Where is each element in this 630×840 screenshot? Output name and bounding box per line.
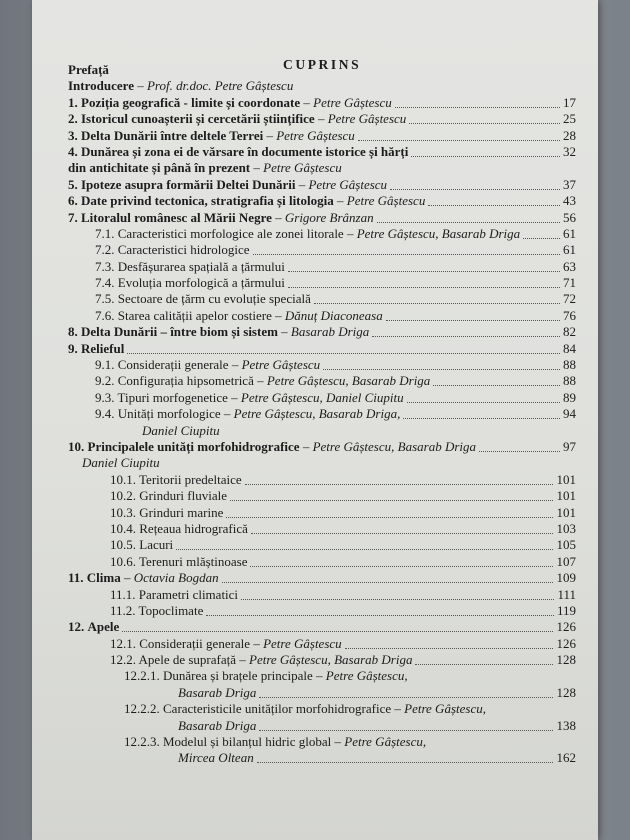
toc-leader-dots (230, 500, 553, 501)
toc-entry-author: Petre Gâștescu, Daniel Ciupitu (240, 389, 404, 405)
toc-entry-title: Considerații generale (139, 635, 251, 651)
toc-entry-title: Modelul și bilanțul hidric global (163, 734, 332, 750)
toc-entry-author: Petre Gâștescu (241, 357, 321, 373)
toc-entry-number: 7.1. (95, 225, 115, 241)
toc-leader-dots (257, 762, 553, 763)
toc-entry-page: 162 (556, 750, 576, 766)
toc-entry-page: 28 (563, 127, 576, 143)
toc-entry (68, 488, 576, 504)
toc-entry (68, 62, 576, 78)
toc-entry-author: Petre Gâștescu, Basarab Driga (356, 225, 521, 241)
toc-entry (68, 570, 576, 586)
toc-entry-text (110, 587, 238, 603)
toc-entry-text (110, 488, 227, 504)
toc-entry-title: Grinduri fluviale (139, 488, 227, 504)
toc-entry-number: 11.1. (110, 586, 136, 602)
toc-entry-page: 107 (556, 553, 576, 569)
toc-entry-number: 11.2. (110, 602, 136, 618)
toc-entry-text: 10. Principalele unități morfohidrografice – Petre Gâștescu, Basarab Driga (68, 438, 477, 454)
toc-entry-author: Daniel Ciupitu (142, 422, 220, 438)
toc-entry (68, 636, 576, 652)
toc-entry-text (178, 685, 256, 701)
toc-entry-text: 12.2.2. Caracteristicile unităților morfohidrografice – Petre Gâștescu, (124, 701, 486, 717)
table-of-contents (68, 57, 576, 767)
toc-entry (68, 308, 576, 324)
toc-entry-page: 89 (563, 389, 576, 405)
toc-entry (68, 472, 576, 488)
toc-entry (68, 95, 576, 111)
toc-entry-text (82, 455, 160, 471)
toc-leader-dots (479, 451, 560, 452)
toc-entry-author: Petre Gâștescu (263, 635, 342, 651)
toc-leader-dots (372, 336, 560, 337)
toc-entry-page: 101 (556, 504, 576, 520)
toc-leader-dots (259, 730, 553, 731)
toc-leader-dots (222, 582, 553, 583)
toc-leader-dots (127, 353, 560, 354)
toc-entry-number: 11. (68, 570, 84, 586)
toc-entry-author: Petre Gâștescu (346, 193, 426, 209)
toc-entry (68, 210, 576, 226)
toc-entry-author: Petre Gâștescu, (404, 701, 486, 717)
toc-leader-dots (386, 320, 560, 321)
toc-entry-text: 11. Clima – Octavia Bogdan (68, 570, 219, 586)
toc-entry-text (110, 537, 173, 553)
toc-entry-page: 25 (563, 111, 576, 127)
toc-entry-text: 9.4. Unități morfologice – Petre Gâștescu, Basarab Driga, (95, 406, 401, 422)
toc-entry-author: Petre Gâștescu, Basarab Driga (266, 373, 431, 389)
toc-entry (68, 668, 576, 684)
toc-entry-title: Apele de suprafață (138, 652, 236, 668)
toc-entry-text: 6. Date privind tectonica, stratigrafia și litologia – Petre Gâștescu (68, 193, 426, 209)
toc-entry-text: 9.2. Configurația hipsometrică – Petre Gâștescu, Basarab Driga (95, 373, 431, 389)
toc-entry (68, 291, 576, 307)
toc-entry-title: Caracteristici morfologice ale zonei litorale (117, 225, 344, 241)
toc-entry-page: 101 (556, 488, 576, 504)
toc-entry-number: 12.2.2. (124, 701, 160, 717)
toc-leader-dots (323, 369, 560, 370)
toc-entry-title: Desfășurarea spațială a țărmului (117, 258, 285, 274)
page-title: CUPRINS (283, 57, 362, 72)
toc-entry-text (142, 423, 220, 439)
toc-entry-number: 1. (68, 94, 78, 110)
toc-entry-number: 10.3. (110, 504, 136, 520)
toc-entry-page: 61 (563, 225, 576, 241)
toc-leader-dots (415, 664, 553, 665)
toc-entry (68, 78, 576, 94)
toc-entry-title: Delta Dunării între deltele Terrei (81, 127, 264, 143)
toc-entry-author: Petre Gâștescu (276, 127, 355, 143)
toc-entry-text (68, 341, 124, 357)
toc-entry (68, 701, 576, 717)
toc-entry (68, 439, 576, 455)
toc-entry-number: 8. (68, 324, 78, 340)
toc-entry (68, 718, 576, 734)
toc-entry (68, 423, 576, 439)
toc-entry (68, 734, 576, 750)
toc-entry-number: 9.2. (95, 373, 115, 389)
toc-entry-title: Prefață (68, 62, 109, 77)
toc-entry-page: 84 (563, 340, 576, 356)
toc-entry-number: 7.6. (95, 307, 115, 323)
toc-entry-title: Rețeaua hidrografică (139, 520, 248, 536)
toc-entry-title: Istoricul cunoașterii și cercetării științifice (81, 111, 315, 127)
toc-entry-number: 10. (68, 438, 85, 454)
toc-entry-author: Dănuț Diaconeasa (284, 307, 383, 323)
toc-leader-dots (245, 484, 553, 485)
toc-entry (68, 685, 576, 701)
toc-leader-dots (345, 648, 553, 649)
toc-entry-text (178, 718, 256, 734)
toc-entry-text (110, 603, 203, 619)
toc-entry-page: 76 (563, 307, 576, 323)
toc-entry-title: Delta Dunării – între biom și sistem (81, 324, 278, 340)
toc-leader-dots (226, 517, 553, 518)
toc-entry-text (95, 242, 250, 258)
toc-entry-text: 1. Poziția geografică - limite și coordonate – Petre Gâștescu (68, 94, 392, 110)
toc-leader-dots (358, 140, 560, 141)
toc-entry-title: Clima (86, 570, 121, 586)
toc-entry (68, 373, 576, 389)
toc-entry-number: 4. (68, 143, 78, 159)
toc-leader-dots (428, 205, 560, 206)
toc-entry-page: 56 (563, 209, 576, 225)
toc-entry (68, 603, 576, 619)
toc-entry-author: Petre Gâștescu (313, 94, 392, 110)
toc-entry-text: 7.1. Caracteristici morfologice ale zonei litorale – Petre Gâștescu, Basarab Driga (95, 225, 521, 241)
toc-entry-page: 88 (563, 357, 576, 373)
toc-entry-title: Considerații generale (117, 357, 229, 373)
toc-entry (68, 357, 576, 373)
toc-entry-number: 3. (68, 127, 78, 143)
toc-leader-dots (377, 222, 560, 223)
toc-entry-page: 111 (557, 586, 576, 602)
toc-entry-text: 9.1. Considerații generale – Petre Gâștescu (95, 357, 321, 373)
toc-entry-title: Dunărea și zona ei de vărsare în documente istorice și hărți (81, 143, 409, 159)
toc-entry-number: 12.2.1. (124, 668, 160, 684)
toc-entry-text: 12.1. Considerații generale – Petre Gâștescu (110, 635, 342, 651)
toc-entry-number: 7.2. (95, 242, 115, 258)
toc-leader-dots (390, 189, 560, 190)
toc-entry (68, 275, 576, 291)
toc-entry-text (68, 144, 408, 160)
toc-entry-title: Poziția geografică - limite și coordonate (81, 94, 301, 110)
toc-entry (68, 111, 576, 127)
toc-entry-title: din antichitate și până în prezent (68, 160, 251, 176)
toc-entry-author: Petre Gâștescu (327, 111, 407, 127)
toc-entry-text: 12.2.3. Modelul și bilanțul hidric global – Petre Gâștescu, (124, 734, 427, 750)
toc-leader-dots (433, 385, 560, 386)
toc-entry-title: Litoralul românesc al Mării Negre (81, 209, 272, 225)
toc-entry-author: Basarab Driga (178, 717, 257, 733)
toc-leader-dots (241, 599, 554, 600)
toc-leader-dots (523, 238, 560, 239)
toc-leader-dots (407, 402, 560, 403)
toc-entry-page: 82 (563, 324, 576, 340)
toc-entry (68, 324, 576, 340)
toc-entry-page: 63 (563, 258, 576, 274)
toc-entry (68, 750, 576, 766)
toc-entry (68, 406, 576, 422)
toc-entry-number: 12.2.3. (124, 734, 160, 750)
toc-entry-author: Basarab Driga (290, 324, 370, 340)
toc-entry-author: Prof. dr.doc. Petre Gâștescu (146, 78, 294, 94)
toc-entry-title: Relieful (81, 340, 125, 356)
toc-entry-number: 9.4. (95, 406, 115, 422)
toc-entry-text: 7. Litoralul românesc al Mării Negre – Grigore Brânzan (68, 209, 374, 225)
toc-entry-title: Dunărea și brațele principale (163, 668, 313, 684)
toc-entry-page: 88 (563, 373, 576, 389)
toc-entry-page: 61 (563, 242, 576, 258)
toc-entry-author: Petre Gâștescu, Basarab Driga, (233, 406, 401, 422)
toc-entry-page: 17 (563, 94, 576, 110)
toc-entry (68, 177, 576, 193)
toc-entry-title: Date privind tectonica, stratigrafia și litologia (81, 193, 334, 209)
toc-leader-dots (411, 156, 560, 157)
toc-entry (68, 390, 576, 406)
toc-entry-number: 9.3. (95, 389, 115, 405)
toc-entry-number: 10.1. (110, 471, 136, 487)
toc-leader-dots (206, 615, 554, 616)
toc-entry-number: 12.1. (110, 635, 136, 651)
toc-entry-page: 126 (556, 635, 576, 651)
toc-entry-title: Sectoare de țărm cu evoluție specială (117, 291, 311, 307)
toc-leader-dots (314, 303, 560, 304)
toc-entry-author: Petre Gâștescu, (344, 734, 427, 750)
toc-leader-dots (409, 123, 560, 124)
toc-entry-number: 9.1. (95, 357, 115, 373)
toc-entry-page: 128 (556, 684, 576, 700)
toc-entry-page: 138 (556, 717, 576, 733)
toc-entry-text (110, 505, 223, 521)
toc-entry (68, 537, 576, 553)
toc-entry-title: Introducere (68, 78, 134, 94)
toc-entry-number: 5. (68, 176, 78, 192)
toc-entry-text: 7.6. Starea calității apelor costiere – Dănuț Diaconeasa (95, 307, 383, 323)
toc-entry-title: Principalele unități morfohidrografice (87, 438, 300, 454)
toc-entry-text (68, 62, 109, 78)
toc-entry-author: Petre Gâștescu (263, 160, 342, 176)
toc-entry-title: Configurația hipsometrică (117, 373, 254, 389)
toc-entry-author: Petre Gâștescu, Basarab Driga (312, 438, 477, 454)
toc-entry-page: 32 (563, 143, 576, 159)
toc-entry-author: Mircea Oltean (178, 750, 254, 766)
toc-entry-title: Lacuri (139, 537, 174, 553)
toc-leader-dots (288, 287, 560, 288)
toc-entry-number: 2. (68, 111, 78, 127)
toc-entry (68, 554, 576, 570)
toc-entry-page: 103 (556, 520, 576, 536)
toc-entry-author: Octavia Bogdan (133, 570, 219, 586)
toc-entry-number: 6. (68, 193, 78, 209)
toc-leader-dots (403, 418, 560, 419)
toc-leader-dots (395, 107, 560, 108)
toc-entry-text (110, 554, 247, 570)
toc-entry-page: 128 (556, 652, 576, 668)
toc-entry (68, 259, 576, 275)
toc-entry-title: Grinduri marine (139, 504, 224, 520)
toc-entry-title: Tipuri morfogenetice (117, 389, 228, 405)
toc-entry (68, 242, 576, 258)
toc-leader-dots (176, 549, 553, 550)
toc-entry-page: 101 (556, 471, 576, 487)
toc-entry-author: Daniel Ciupitu (82, 455, 160, 471)
book-page (32, 0, 598, 840)
toc-entry-text: 3. Delta Dunării între deltele Terrei – Petre Gâștescu (68, 127, 355, 143)
toc-entry-page: 126 (556, 619, 576, 635)
toc-entry (68, 193, 576, 209)
toc-entry-text (95, 275, 285, 291)
toc-entry (68, 160, 576, 176)
toc-entry-number: 7.4. (95, 275, 115, 291)
toc-entry-text: 12.2.1. Dunărea și brațele principale – Petre Gâștescu, (124, 668, 408, 684)
toc-leader-dots (253, 254, 560, 255)
toc-entry-text: 8. Delta Dunării – între biom și sistem – Basarab Driga (68, 324, 370, 340)
toc-leader-dots (251, 533, 553, 534)
toc-entry-page: 97 (563, 438, 576, 454)
toc-entry-number: 10.2. (110, 488, 136, 504)
toc-entry-text: 2. Istoricul cunoașterii și cercetării științifice – Petre Gâștescu (68, 111, 407, 127)
toc-entry-number: 10.4. (110, 520, 136, 536)
toc-entry-author: Petre Gâștescu, Basarab Driga (249, 652, 413, 668)
toc-entry-number: 7.5. (95, 291, 115, 307)
toc-entry-page: 109 (556, 570, 576, 586)
toc-entry-text: 9.3. Tipuri morfogenetice – Petre Gâștescu, Daniel Ciupitu (95, 389, 404, 405)
toc-entry-page: 94 (563, 406, 576, 422)
toc-entry-page: 71 (563, 275, 576, 291)
toc-entry-title: Apele (87, 619, 120, 635)
toc-entry-title: Teritorii predeltaice (139, 471, 242, 487)
toc-entry-title: Evoluția morfologică a țărmului (117, 275, 285, 291)
toc-entry-title: Terenuri mlăștinoase (139, 553, 248, 569)
toc-entry (68, 619, 576, 635)
toc-entry-number: 10.5. (110, 537, 136, 553)
toc-entry (68, 226, 576, 242)
toc-entry-author: Petre Gâștescu (308, 176, 388, 192)
toc-entry-page: 72 (563, 291, 576, 307)
toc-entry (68, 455, 576, 471)
toc-entry-number: 9. (68, 340, 78, 356)
toc-entry-page: 37 (563, 176, 576, 192)
toc-entry (68, 587, 576, 603)
toc-entry (68, 144, 576, 160)
toc-entry-author: Basarab Driga (178, 684, 257, 700)
toc-entry-number: 7. (68, 209, 78, 225)
toc-leader-dots (259, 697, 553, 698)
toc-entry-title: Topoclimate (138, 602, 204, 618)
toc-entry-number: 12. (68, 619, 85, 635)
toc-entry-page: 43 (563, 193, 576, 209)
toc-entry-title: Unități morfologice (117, 406, 221, 422)
toc-leader-dots (250, 566, 553, 567)
toc-entry-text: 5. Ipoteze asupra formării Deltei Dunării – Petre Gâștescu (68, 176, 388, 192)
toc-entry (68, 128, 576, 144)
toc-entry-text (68, 619, 119, 635)
toc-leader-dots (288, 271, 560, 272)
toc-entry-text: 12.2. Apele de suprafață – Petre Gâștescu, Basarab Driga (110, 652, 413, 668)
toc-entry-title: Starea calității apelor costiere (117, 307, 272, 323)
toc-leader-dots (122, 631, 553, 632)
toc-entry-text (95, 291, 311, 307)
toc-entry (68, 521, 576, 537)
toc-entry-text (178, 750, 254, 766)
toc-entry (68, 652, 576, 668)
toc-entry-text (110, 472, 242, 488)
toc-entry (68, 505, 576, 521)
toc-entry-author: Grigore Brânzan (284, 209, 374, 225)
toc-entry-title: Parametri climatici (138, 586, 239, 602)
toc-entry-text (110, 521, 248, 537)
toc-entry-title: Caracteristici hidrologice (117, 242, 250, 258)
toc-entry-text (95, 259, 285, 275)
toc-entry-text: Introducere – Prof. dr.doc. Petre Gâștescu (68, 78, 294, 94)
toc-entry-text: din antichitate și până în prezent – Petre Gâștescu (68, 160, 342, 176)
toc-entry (68, 341, 576, 357)
toc-entry-title: Ipoteze asupra formării Deltei Dunării (81, 176, 296, 192)
toc-entry-title: Caracteristicile unităților morfohidrografice (163, 701, 392, 717)
toc-entry-number: 12.2. (110, 652, 136, 668)
toc-entry-number: 7.3. (95, 258, 115, 274)
toc-entry-page: 105 (556, 537, 576, 553)
toc-entry-author: Petre Gâștescu, (325, 668, 408, 684)
toc-entry-page: 119 (556, 602, 576, 618)
toc-entry-number: 10.6. (110, 553, 136, 569)
